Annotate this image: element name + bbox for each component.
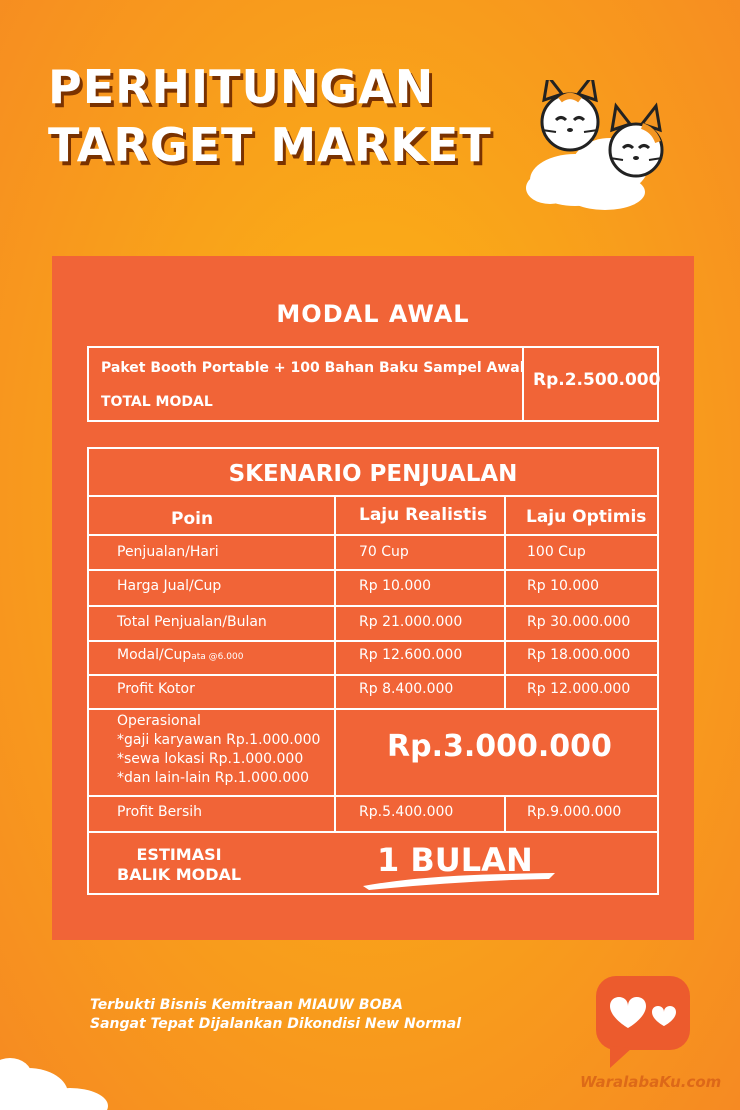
cloud-icon	[0, 1036, 110, 1110]
row-poin: Harga Jual/Cup	[117, 578, 222, 594]
operasional-item: *gaji karyawan Rp.1.000.000	[117, 732, 321, 748]
row-poin-suffix: ata @6.000	[191, 652, 244, 662]
footer-line-1: Terbukti Bisnis Kemitraan MIAUW BOBA	[90, 997, 403, 1013]
column-header-optimis: Laju Optimis	[526, 507, 647, 527]
divider	[522, 348, 524, 420]
operasional-block	[117, 712, 320, 788]
column-header-realistis: Laju Realistis	[359, 505, 488, 525]
divider	[334, 495, 336, 708]
footer-line-2: Sangat Tepat Dijalankan Dikondisi New Normal	[90, 1016, 462, 1032]
skenario-table	[87, 447, 659, 895]
title-line-1: PERHITUNGAN	[48, 60, 435, 114]
estimasi-line-1: ESTIMASI	[136, 845, 222, 864]
row-realistis: Rp 8.400.000	[359, 681, 454, 697]
row-poin-label: Modal/Cup	[117, 647, 192, 663]
modal-total-label: TOTAL MODAL	[101, 394, 213, 410]
row-realistis: Rp 21.000.000	[359, 614, 463, 630]
row-realistis: 70 Cup	[359, 544, 409, 560]
divider	[89, 831, 657, 833]
modal-heading: MODAL AWAL	[276, 300, 470, 328]
footer-text	[90, 996, 461, 1034]
profit-bersih-label: Profit Bersih	[117, 804, 202, 820]
operasional-value: Rp.3.000.000	[387, 729, 612, 764]
row-realistis: Rp 10.000	[359, 578, 432, 594]
divider	[89, 640, 657, 642]
modal-item: Paket Booth Portable + 100 Bahan Baku Sampel Awal	[101, 360, 525, 376]
divider	[89, 795, 657, 797]
divider	[504, 495, 506, 708]
divider	[89, 495, 657, 497]
divider	[89, 569, 657, 571]
divider	[89, 605, 657, 607]
title-line-2: TARGET MARKET	[48, 118, 492, 172]
row-realistis: Rp 12.600.000	[359, 647, 463, 663]
operasional-label: Operasional	[117, 713, 201, 729]
page-title	[48, 58, 492, 174]
row-optimis: Rp 30.000.000	[527, 614, 631, 630]
operasional-item: *dan lain-lain Rp.1.000.000	[117, 770, 310, 786]
divider	[334, 795, 336, 831]
row-optimis: 100 Cup	[527, 544, 586, 560]
divider	[89, 708, 657, 710]
divider	[334, 708, 336, 795]
row-optimis: Rp 12.000.000	[527, 681, 631, 697]
row-optimis: Rp 10.000	[527, 578, 600, 594]
cat-icon	[520, 80, 690, 220]
divider	[89, 534, 657, 536]
heart-bubble-icon	[588, 968, 698, 1068]
divider	[89, 674, 657, 676]
estimasi-line-2: BALIK MODAL	[117, 865, 242, 884]
operasional-item: *sewa lokasi Rp.1.000.000	[117, 751, 304, 767]
modal-price: Rp.2.500.000	[533, 370, 661, 390]
main-panel	[52, 256, 694, 940]
profit-bersih-optimis: Rp.9.000.000	[527, 804, 622, 820]
row-poin: Penjualan/Hari	[117, 544, 219, 560]
row-poin: Total Penjualan/Bulan	[117, 614, 267, 630]
divider	[504, 795, 506, 831]
modal-table	[87, 346, 659, 422]
brand-watermark: WaralabaKu.com	[580, 1073, 722, 1091]
column-header-poin: Poin	[171, 509, 214, 529]
row-optimis: Rp 18.000.000	[527, 647, 631, 663]
profit-bersih-realistis: Rp.5.400.000	[359, 804, 454, 820]
row-poin	[117, 647, 243, 663]
row-poin: Profit Kotor	[117, 681, 195, 697]
skenario-heading: SKENARIO PENJUALAN	[228, 461, 518, 487]
estimasi-value: 1 BULAN	[377, 841, 533, 879]
estimasi-label	[117, 845, 241, 885]
